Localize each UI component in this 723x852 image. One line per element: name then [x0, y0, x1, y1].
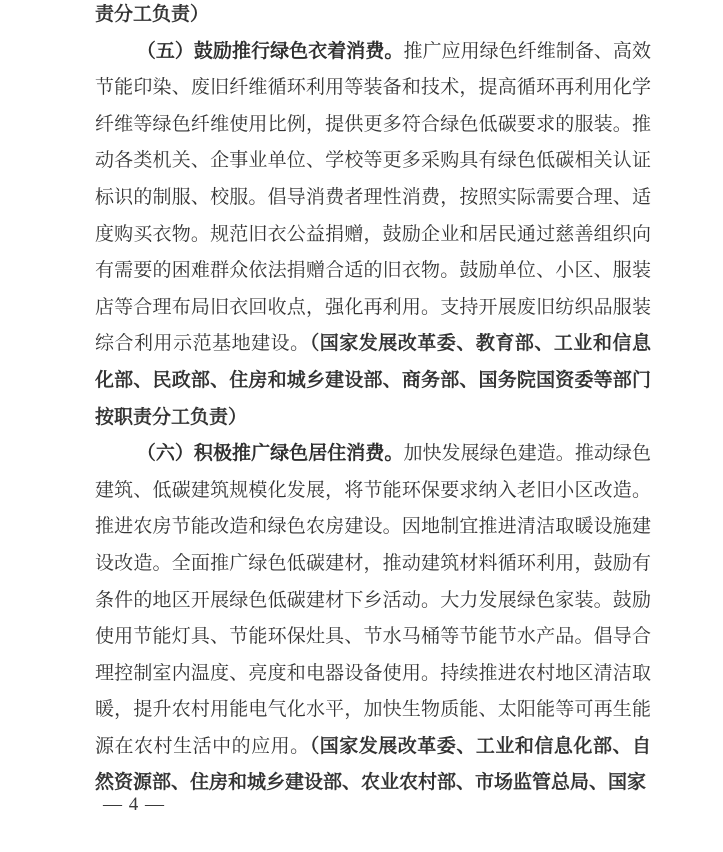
- text-run-body: 加快发展绿色建造。推动绿色建筑、低碳建筑规模化发展，将节能环保要求纳入老旧小区改造。推进农房节能改造和绿色农房建设。因地制宜推进清洁取暖设施建设改造。全面推广绿色低碳建材，推动建筑材料循环利用，鼓励有条件的地区开展绿色低碳建材下乡活动。大力发展绿色家装。鼓励使用节能灯具、节能环保灶具、节水马桶等节能节水产品。倡导合理控制室内温度、亮度和电器设备使用。持续推进农村地区清洁取暖，提升农村用能电气化水平，加快生物质能、太阳能等可再生能源在农村生活中的应用。: [95, 443, 651, 757]
- text-run-heading: （六）积极推广绿色居住消费。: [136, 443, 404, 465]
- document-text-block: [95, 0, 651, 802]
- paragraph: [95, 34, 651, 437]
- text-run-kaiti: （国家发展改革委、工业和信息化部、自然资源部、住房和城乡建设部、农业农村部、市场监管总局、国家: [95, 735, 651, 794]
- paragraph: [95, 0, 651, 34]
- paragraph: [95, 436, 651, 802]
- page-number: — 4 —: [103, 794, 165, 815]
- text-run-heading: （五）鼓励推行绿色衣着消费。: [136, 40, 404, 62]
- text-run-kaiti: （国家发展改革委、教育部、工业和信息化部、民政部、住房和城乡建设部、商务部、国务院国资委等部门按职责分工负责）: [95, 333, 651, 428]
- text-run-body: 推广应用绿色纤维制备、高效节能印染、废旧纤维循环利用等装备和技术，提高循环再利用化学纤维等绿色纤维使用比例，提供更多符合绿色低碳要求的服装。推动各类机关、企事业单位、学校等更多采购具有绿色低碳相关认证标识的制服、校服。倡导消费者理性消费，按照实际需要合理、适度购买衣物。规范旧衣公益捐赠，鼓励企业和居民通过慈善组织向有需要的困难群众依法捐赠合适的旧衣物。鼓励单位、小区、服装店等合理布局旧衣回收点，强化再利用。支持开展废旧纺织品服装综合利用示范基地建设。: [95, 40, 651, 355]
- text-run-kaiti: 责分工负责）: [95, 4, 210, 25]
